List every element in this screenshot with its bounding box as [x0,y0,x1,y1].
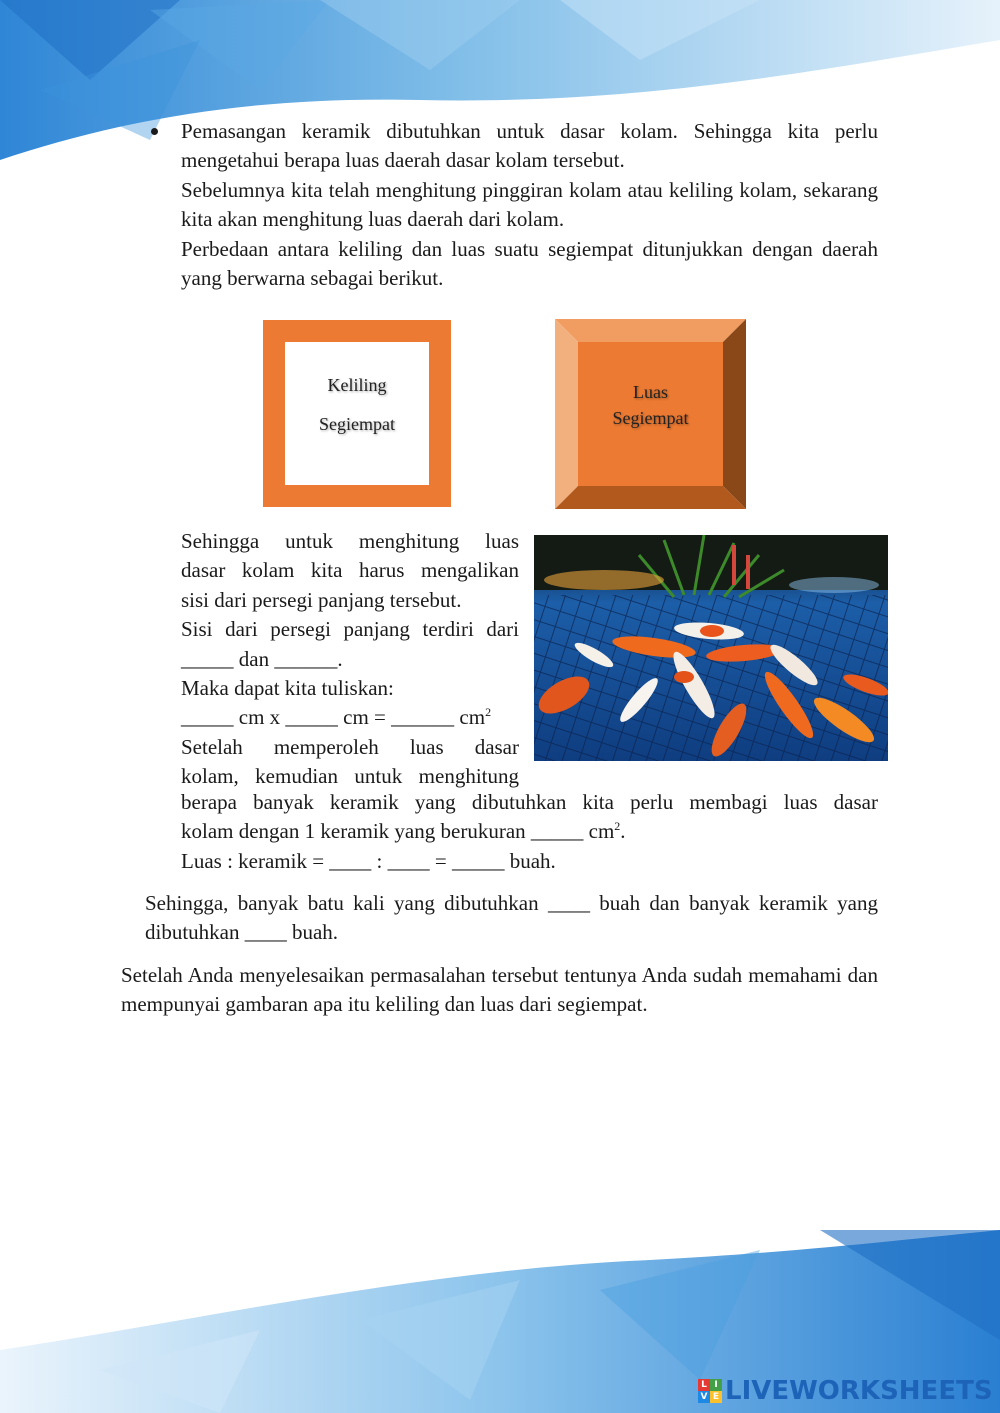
luas-square-figure [555,319,746,509]
intro-line-3: Perbedaan antara keliling dan luas suatu segiempat ditunjukkan dengan daerah yang berwarna sebagai berikut. [181,236,878,291]
intro-paragraphs [181,117,878,293]
logo-mark-v: V [698,1391,710,1403]
intro-line-1: Pemasangan keramik dibutuhkan untuk dasar kolam. Sehingga kita perlu mengetahui berapa luas daerah dasar kolam tersebut. [181,119,878,173]
calc-line-3: sisi dari persegi panjang tersebut. [181,587,462,612]
keliling-square-figure [263,320,451,507]
calc-continuation [181,788,878,876]
calc-tile-size-sup: 2 [614,819,621,834]
summary-text: Sehingga, banyak batu kali yang dibutuhkan ____ buah dan banyak keramik yang dibutuhkan ____ buah. [145,891,878,945]
calc-line-8: Setelah memperoleh luas dasar [181,734,519,759]
luas-label-line1: Luas [633,382,668,402]
calc-line-9: kolam, kemudian untuk menghitung [181,764,519,789]
calc-line-2: dasar kolam kita harus mengalikan [181,558,519,583]
intro-line-2: Sebelumnya kita telah menghitung pinggiran kolam atau keliling kolam, sekarang kita akan menghitung luas daerah dari kolam. [181,177,878,232]
calc-formula-sup: 2 [485,705,492,720]
calc-line-4: Sisi dari persegi panjang terdiri dari [181,617,519,642]
calc-line-1: Sehingga untuk menghitung luas [181,529,519,553]
summary-paragraph [145,889,878,948]
logo-mark-icon [698,1379,722,1403]
calc-left-column [181,527,519,792]
closing-text: Setelah Anda menyelesaikan permasalahan tersebut tentunya Anda sudah memahami dan mempunyai gambaran apa itu keliling dan luas dari segiempat. [121,963,878,1017]
calc-line-11 [181,817,878,846]
liveworksheets-logo [698,1376,993,1406]
calc-line-5: _____ dan ______. [181,646,343,671]
bullet-dot [151,128,158,135]
logo-mark-i: I [710,1379,722,1391]
keliling-label-line2: Segiempat [319,414,395,434]
keliling-square-inner [285,342,429,485]
calc-tile-size-end: . [620,819,626,844]
keliling-label-line1: Keliling [327,375,387,395]
calc-line-12: Luas : keramik = ____ : ____ = _____ buah. [181,848,556,873]
logo-mark-e: E [710,1391,722,1403]
logo-mark-l: L [698,1379,710,1391]
logo-text: LIVEWORKSHEETS [725,1376,993,1406]
luas-label-line2: Segiempat [612,408,689,428]
calc-tile-size: kolam dengan 1 keramik yang berukuran _____ cm [181,819,615,844]
koi-pond-photo [534,535,888,761]
closing-paragraph [121,961,878,1020]
calc-line-10: berapa banyak keramik yang dibutuhkan kita perlu membagi luas dasar [181,790,878,814]
calc-line-6: Maka dapat kita tuliskan: [181,676,394,701]
calc-formula: _____ cm x _____ cm = ______ cm [181,705,486,730]
calc-line-7 [181,703,519,732]
